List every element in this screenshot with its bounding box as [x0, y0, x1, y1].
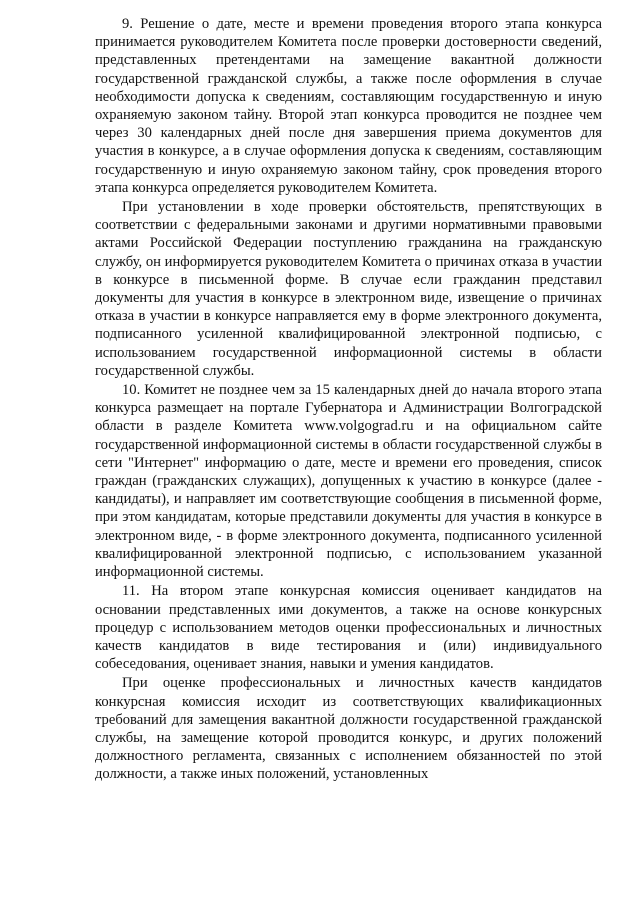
paragraph-item-10: 10. Комитет не позднее чем за 15 календарных дней до начала второго этапа конкурса размещает на портале Губернатора и Администрации Волгоградской области в разделе Комитета www.volgograd.ru и на официальном сайте государственной информационной системы в области государственной службы в сети "Интернет" информацию о дате, месте и времени его проведения, список граждан (гражданских служащих), допущенных к участию в конкурсе (далее - кандидаты), и направляет им соответствующие сообщения в письменной форме, при этом кандидатам, которые представили документы для участия в конкурсе в электронном виде, - в форме электронного документа, подписанного усиленной квалифицированной электронной подписью, с использованием указанной информационной системы.	[95, 382, 602, 581]
paragraph-refusal-notice: При установлении в ходе проверки обстоятельств, препятствующих в соответствии с федеральными законами и другими нормативными правовыми актами Российской Федерации поступлению гражданина на гражданскую службу, он информируется руководителем Комитета о причинах отказа в участии в конкурсе в письменной форме. В случае если гражданин представил документы для участия в конкурсе в электронном виде, извещение о причинах отказа в участии в конкурсе направляется ему в форме электронного документа, подписанного усиленной квалифицированной электронной подписью, с использованием государственной информационной системы в области государственной службы.	[95, 199, 602, 379]
document-page	[95, 15, 602, 784]
paragraph-item-11: 11. На втором этапе конкурсная комиссия оценивает кандидатов на основании представленных ими документов, а также на основе конкурсных процедур с использованием методов оценки профессиональных и личностных качеств кандидатов в виде тестирования и (или) индивидуального собеседования, оценивает знания, навыки и умения кандидатов.	[95, 583, 602, 673]
paragraph-item-9: 9. Решение о дате, месте и времени проведения второго этапа конкурса принимается руководителем Комитета после проверки достоверности сведений, представленных претендентами на замещение вакантной должности государственной гражданской службы, а также после оформления в случае необходимости допуска к сведениям, составляющим государственную и иную охраняемую законом тайну. Второй этап конкурса проводится не позднее чем через 30 календарных дней после дня завершения приема документов для участия в конкурсе, а в случае оформления допуска к сведениям, составляющим государственную и иную охраняемую законом тайну, срок проведения второго этапа конкурса определяется руководителем Комитета.	[95, 16, 602, 196]
paragraph-evaluation: При оценке профессиональных и личностных качеств кандидатов конкурсная комиссия исходит из соответствующих квалификационных требований для замещения вакантной должности государственной гражданской службы, на замещение которой проводится конкурс, и других положений должностного регламента, связанных с исполнением обязанностей по этой должности, а также иных положений, установленных	[95, 675, 602, 783]
